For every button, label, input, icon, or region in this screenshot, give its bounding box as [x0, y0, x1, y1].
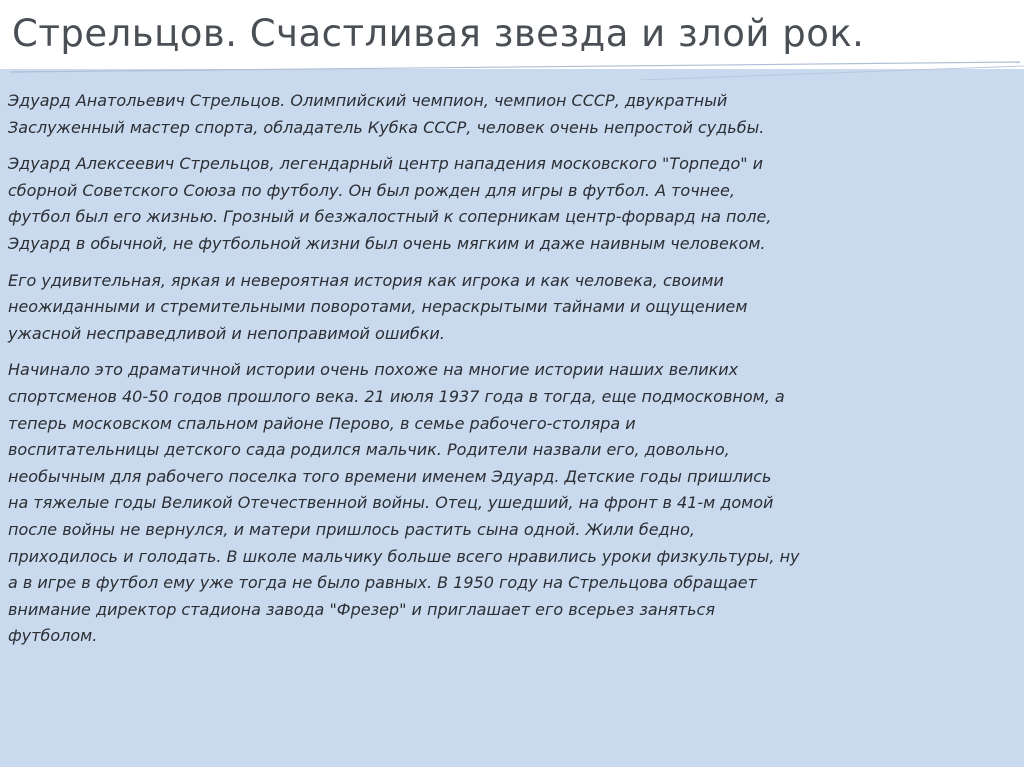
paragraph-3: Его удивительная, яркая и невероятная история как игрока и как человека, своими неожиданными и стремительными поворотами, нераскрытыми тайнами и ощущением ужасной несправедливой и непоправимой ошибки. — [8, 270, 748, 343]
paragraph-4: Начинало это драматичной истории очень похоже на многие истории наших великих спортсменов 40-50 годов прошлого века. 21 июля 1937 года в тогда, еще подмосковном, а теперь московском спальном районе Перово, в семье рабочего-столяра и воспитательницы детского сада родился мальчик. Родители назвали его, довольно, необычным для рабочего поселка того времени именем Эдуард. Детские годы пришлись на тяжелые годы Великой Отечественной войны. Отец, ушедший, на фронт в 41-м домой после войны не вернулся, и матери пришлось растить сына одной. Жили бедно, приходилось и голодать. В школе мальчику больше всего нравились уроки физкультуры, ну а в игре в футбол ему уже тогда не было равных. В 1950 году на Стрельцова обращает внимание директор стадиона завода "Фрезер" и приглашает его всерьез заняться футболом. — [8, 360, 800, 646]
body-text — [8, 88, 1018, 660]
slide-title: Стрельцов. Счастливая звезда и злой рок. — [12, 12, 865, 55]
paragraph-2: Эдуард Алексеевич Стрельцов, легендарный центр нападения московского "Торпедо" и сборной Советского Союза по футболу. Он был рожден для игры в футбол. А точнее, футбол был его жизнью. Грозный и безжалостный к соперникам центр-форвард на поле, Эдуард в обычной, не футбольной жизни был очень мягким и даже наивным человеком. — [8, 154, 772, 253]
decorative-line-1 — [10, 62, 1020, 72]
paragraph-1: Эдуард Анатольевич Стрельцов. Олимпийский чемпион, чемпион СССР, двукратный Заслуженный мастер спорта, обладатель Кубка СССР, человек очень непростой судьбы. — [8, 91, 765, 137]
decorative-lines — [0, 0, 1024, 80]
decorative-line-2 — [640, 66, 1024, 80]
content-panel — [0, 69, 1024, 767]
